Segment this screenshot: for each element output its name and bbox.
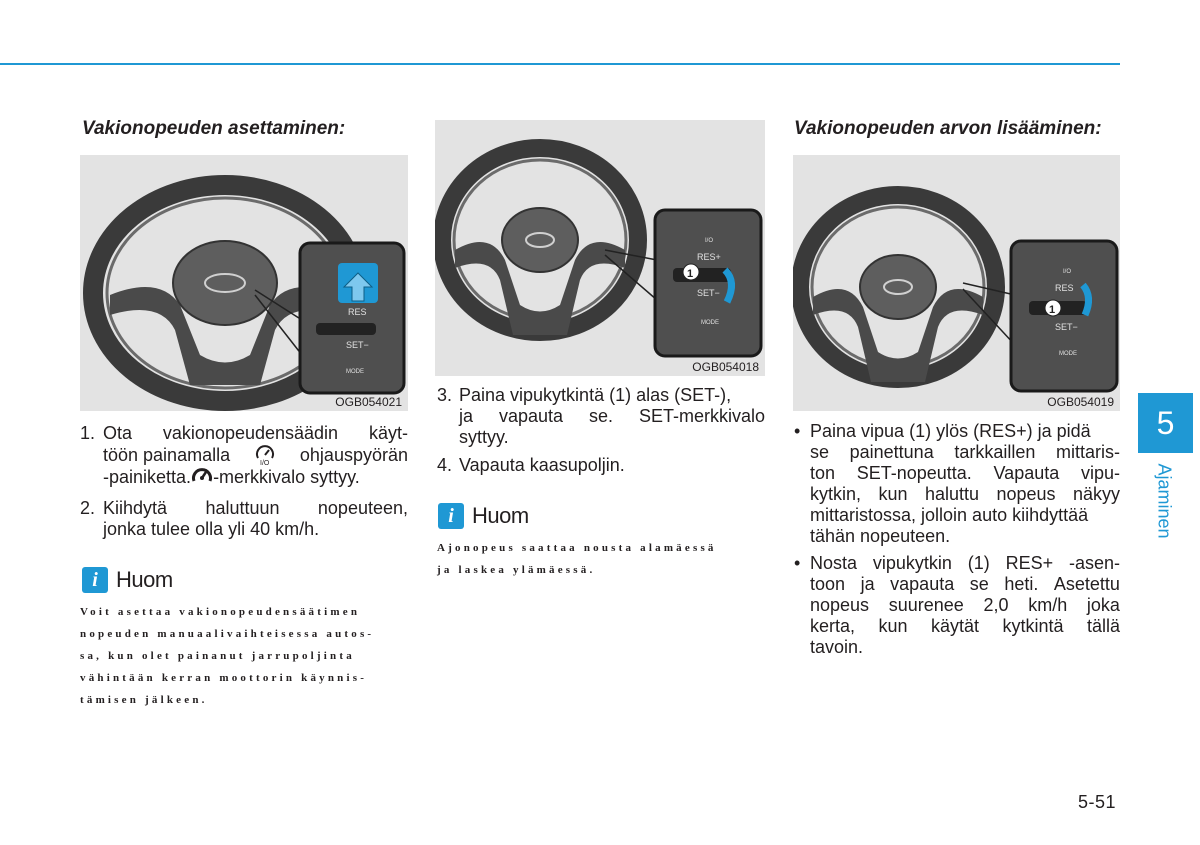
bullet-line <box>810 442 1120 463</box>
cruise-control-icon <box>254 444 276 466</box>
word: ja <box>860 574 875 594</box>
bullet-line: tavoin. <box>810 637 864 657</box>
chapter-tab: 5 <box>1138 393 1193 453</box>
step-text <box>103 423 408 444</box>
bullet-text <box>810 484 1120 505</box>
step-2 <box>80 498 408 543</box>
bullet-text <box>810 553 1120 574</box>
note-line: sa, kun olet painanut jarrupoljinta <box>80 650 355 662</box>
word: kun <box>878 616 908 636</box>
set-label: SET− <box>697 288 720 298</box>
figure-steering-wheel-right <box>793 155 1120 411</box>
step-text: -painiketta. <box>103 466 192 487</box>
page-number: 5-51 <box>1078 792 1117 812</box>
io-label: I/O <box>1063 269 1072 275</box>
bullet-text <box>810 463 1120 484</box>
bullet-line: tähän nopeuteen. <box>810 526 951 546</box>
word: joka <box>1086 595 1120 615</box>
figure-steering-wheel-middle <box>435 120 765 376</box>
steering-wheel-illustration <box>80 155 408 411</box>
note-header <box>82 567 173 593</box>
note-line: Ajonopeus saattaa nousta alamäessä <box>437 542 717 554</box>
info-icon: i <box>438 503 464 529</box>
bullet-text <box>810 442 1120 463</box>
set-label: SET− <box>346 340 369 350</box>
mode-label: MODE <box>701 320 719 326</box>
step-line: Vapauta kaasupoljin. <box>459 455 625 475</box>
word: kun <box>878 484 908 504</box>
step-line <box>103 423 408 444</box>
step-3 <box>437 385 765 451</box>
word: nopeus <box>810 595 870 615</box>
step-text <box>459 406 765 427</box>
step-line: jonka tulee olla yli 40 km/h. <box>103 519 320 539</box>
word: SET-nopeutta. <box>856 463 972 483</box>
step-number: 4. <box>437 455 453 475</box>
res-plus-label: RES+ <box>697 252 721 262</box>
figure-code: OGB054021 <box>335 395 402 409</box>
heading-increasing: Vakionopeuden arvon lisääminen: <box>794 118 1102 139</box>
step-4 <box>437 455 765 479</box>
word: Kiihdytä <box>103 498 168 518</box>
word: heti. <box>1004 574 1039 594</box>
word: käyt- <box>368 423 408 443</box>
word: (1) <box>967 553 990 573</box>
figure-code: OGB054019 <box>1047 395 1114 409</box>
word: ton <box>810 463 836 483</box>
info-icon: i <box>82 567 108 593</box>
mode-label: MODE <box>346 369 364 375</box>
word: näkyy <box>1072 484 1120 504</box>
bullet-text <box>810 595 1120 616</box>
step-number: 3. <box>437 385 453 405</box>
step-line: Paina vipukytkintä (1) alas (SET-), <box>459 385 732 405</box>
word: Vapauta <box>993 463 1060 483</box>
steering-wheel-illustration <box>435 120 765 376</box>
step-number: 1. <box>80 423 96 443</box>
word: haluttu <box>924 484 979 504</box>
heading-setting: Vakionopeuden asettaminen: <box>82 118 346 139</box>
word: km/h <box>1028 595 1068 615</box>
word: nopeus <box>996 484 1056 504</box>
chapter-label <box>1152 460 1176 542</box>
word: RES+ <box>1005 553 1054 573</box>
word: kytkin, <box>810 484 862 504</box>
word: Nosta <box>810 553 858 573</box>
io-label: I/O <box>705 238 714 244</box>
marker-1: 1 <box>687 268 694 280</box>
figure-code: OGB054018 <box>692 360 759 374</box>
word: nopeuteen, <box>317 498 408 518</box>
word: haluttuun <box>205 498 280 518</box>
io-label: I/O <box>260 460 270 466</box>
word: tarkkaillen <box>954 442 1036 462</box>
res-label: RES <box>1055 283 1074 293</box>
res-label: RES <box>348 307 367 317</box>
bullet-dot: • <box>794 553 801 573</box>
bullet-line <box>810 463 1120 484</box>
bullet-line: mittaristossa, jolloin auto kiihdyttää <box>810 505 1089 525</box>
bullet-text <box>810 616 1120 637</box>
set-label: SET− <box>1055 322 1078 332</box>
word: vipu- <box>1080 463 1120 483</box>
word: kerta, <box>810 616 856 636</box>
word: mittaris- <box>1055 442 1120 462</box>
word: -asen- <box>1068 553 1120 573</box>
step-text: -merkkivalo syttyy. <box>213 466 360 487</box>
word: vapauta <box>498 406 564 426</box>
step-line <box>103 444 408 466</box>
bullet-item <box>794 553 1120 661</box>
chapter-label-text: Ajaminen <box>1154 463 1175 539</box>
note-title: Huom <box>472 503 529 528</box>
word: vakionopeudensäädin <box>162 423 339 443</box>
step-line <box>103 498 408 519</box>
bullet-line <box>810 595 1120 616</box>
bullet-line <box>810 553 1120 574</box>
cruise-indicator-icon <box>191 466 213 488</box>
step-line: syttyy. <box>459 427 509 447</box>
word: se. <box>588 406 613 426</box>
word: Asetettu <box>1053 574 1120 594</box>
note-line: tämisen jälkeen. <box>80 694 208 706</box>
bullet-line <box>810 484 1120 505</box>
mode-label: MODE <box>1059 351 1077 357</box>
word: vipukytkin <box>872 553 952 573</box>
word: toon <box>810 574 846 594</box>
top-rule <box>0 63 1120 65</box>
step-text: ohjauspyörän <box>299 444 408 465</box>
marker-1: 1 <box>1049 304 1056 316</box>
bullet-line <box>810 616 1120 637</box>
word: 2,0 <box>983 595 1009 615</box>
word: vapauta <box>890 574 955 594</box>
step-number: 2. <box>80 498 96 518</box>
word: tällä <box>1086 616 1120 636</box>
note-line: Voit asettaa vakionopeudensäätimen <box>80 606 361 618</box>
bullet-line: Paina vipua (1) ylös (RES+) ja pidä <box>810 421 1091 441</box>
step-text <box>103 498 408 519</box>
word: se <box>810 442 830 462</box>
word: suurenee <box>888 595 964 615</box>
bullet-line <box>810 574 1120 595</box>
step-line <box>459 406 765 427</box>
note-line: ja laskea ylämäessä. <box>437 564 596 576</box>
note-title: Huom <box>116 567 173 592</box>
word: SET-merkkivalo <box>638 406 765 426</box>
bullet-text <box>810 574 1120 595</box>
step-text: töön painamalla <box>103 444 231 465</box>
bullet-dot: • <box>794 421 801 441</box>
word: käytät <box>930 616 979 636</box>
word: painettuna <box>849 442 934 462</box>
bullet-item <box>794 421 1120 549</box>
figure-steering-wheel-left <box>80 155 408 411</box>
word: se <box>969 574 989 594</box>
word: kytkintä <box>1002 616 1064 636</box>
steering-wheel-illustration <box>793 155 1120 411</box>
note-line: vähintään kerran moottorin käynnis- <box>80 672 368 684</box>
word: ja <box>459 406 474 426</box>
note-line: nopeuden manuaalivaihteisessa autos- <box>80 628 375 640</box>
note-header <box>438 503 529 529</box>
word: Ota <box>103 423 133 443</box>
step-line <box>103 466 408 488</box>
